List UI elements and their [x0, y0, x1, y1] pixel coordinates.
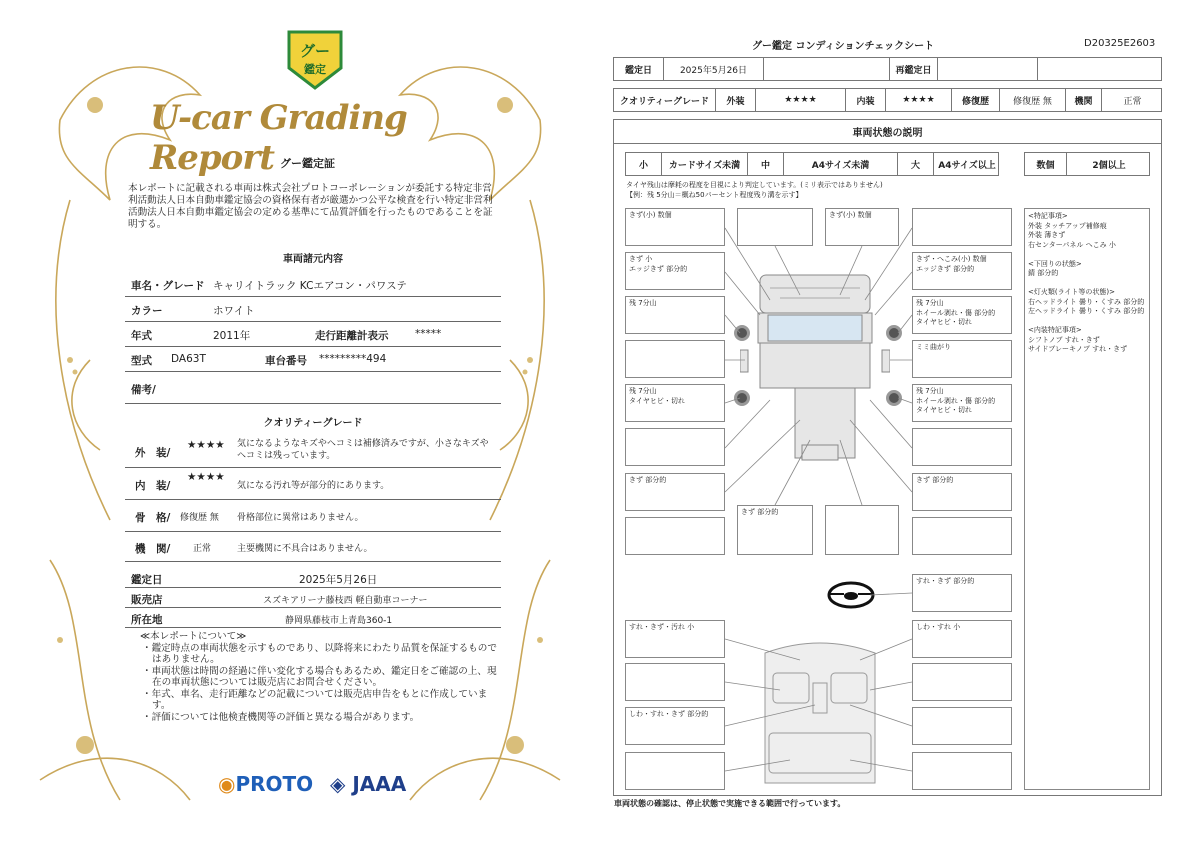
note-line: 外装 薄きず: [1028, 231, 1066, 239]
interior-label-l13: すれ・きず 部分的: [912, 574, 1012, 612]
note-line: 錆 部分的: [1028, 269, 1059, 277]
interior-label-l14: すれ・きず・汚れ 小: [625, 620, 725, 658]
sheet-doc-id: D20325E2603: [1084, 38, 1156, 49]
spec-row-remarks: [125, 372, 501, 404]
svg-text:鑑定: 鑑定: [304, 63, 326, 76]
tire-note-1: タイヤ残山は摩耗の程度を目視により判定しています。(ミリ表示ではありません): [626, 181, 883, 189]
legend-mid-desc: A4サイズ未満: [784, 153, 898, 175]
int-stars: ★★★★: [886, 89, 952, 111]
model-value: DA63T: [171, 353, 206, 365]
ext-label: 外装: [716, 89, 756, 111]
legend-small-label: 小: [626, 153, 662, 175]
frame-note: 骨格部位に異常はありません。: [237, 513, 364, 523]
spec-row-year: [125, 322, 501, 347]
sheet-date-value: 2025年5月26日: [664, 58, 764, 80]
quality-heading: クオリティーグレード: [263, 418, 363, 429]
exterior-note: 気になるようなキズやヘコミは補修済みですが、小さなキズやヘコミは残っています。: [237, 439, 489, 461]
note-line: シフトノブ すれ・きず: [1028, 335, 1100, 344]
damage-label-l11: きず 部分的: [912, 473, 1012, 511]
grade-label: クオリティーグレード: [614, 89, 716, 111]
count-value: 2個以上: [1092, 160, 1126, 171]
tire-label-l5: 残 7分山: [625, 296, 725, 334]
interior-note: 気になる汚れ等が部分的にあります。: [237, 481, 390, 491]
name-label: 車名・グレード: [131, 280, 205, 292]
proto-logo: ◉PROTO: [218, 772, 314, 796]
damage-label-l3: きず 小 エッジきず 部分的: [625, 252, 725, 290]
model-label: 型式: [131, 355, 152, 367]
spec-row-model: [125, 347, 501, 372]
note-item: ・車両状態は時間の経過に伴い変化する場合もあるため、鑑定日をご確認の上、現在の車両状態については販売店にお問合せください。: [142, 665, 497, 688]
damage-label-l12: きず 部分的: [737, 505, 813, 555]
special-notes-panel: [1024, 208, 1150, 790]
legend-small-desc: カードサイズ未満: [662, 153, 748, 175]
engine-value: 正常: [1123, 96, 1142, 107]
sheet-title: グー鑑定 コンディションチェックシート: [752, 41, 935, 52]
note-line: 外装 タッチアップ補修痕: [1028, 221, 1107, 230]
int-label: 内装: [846, 89, 886, 111]
legend-large-desc: A4サイズ以上: [938, 160, 996, 171]
spec-row-name: [125, 272, 501, 297]
note-line: <下回りの状態>: [1028, 259, 1082, 268]
note-line: サイドブレーキノブ すれ・きず: [1028, 345, 1128, 353]
tire-label-l8: 残 7分山 タイヤヒビ・切れ: [625, 384, 725, 422]
interior-stars: ★★★★: [187, 471, 225, 483]
note-item: ・年式、車名、走行距離などの記載については販売店申告をもとに作成しています。: [142, 688, 488, 711]
address-label: 所在地: [131, 614, 163, 626]
note-line: 右ヘッドライト 曇り・くすみ 部分的: [1028, 297, 1145, 306]
grade-row-engine: [125, 532, 501, 562]
damage-label-l4: きず・へこみ(小) 数個 エッジきず 部分的: [912, 252, 1012, 290]
remarks-label: 備考/: [131, 384, 156, 396]
engine-label: 機 関/: [135, 543, 171, 555]
cert-date-value: 2025年5月26日: [299, 574, 378, 586]
exterior-stars: ★★★★: [187, 439, 225, 451]
mileage-value: *****: [415, 328, 442, 340]
cert-date-label: 鑑定日: [131, 574, 163, 586]
jaaa-mark-icon: ◈: [330, 772, 346, 796]
color-label: カラー: [131, 305, 163, 317]
grade-row-frame: [125, 500, 501, 532]
tire-label-l6: 残 7分山 ホイール剥れ・傷 部分的 タイヤヒビ・切れ: [912, 296, 1012, 334]
engine-value: 正常: [193, 544, 212, 554]
address-row: [125, 608, 501, 628]
redate-label: 再鑑定日: [890, 58, 938, 80]
notes-title: ≪本レポートについて≫: [140, 631, 247, 642]
address-value: 静岡県藤枝市上青島360-1: [285, 616, 393, 626]
repair-label: 修復歴: [952, 89, 1000, 111]
sheet-date-label: 鑑定日: [614, 58, 664, 80]
note-line: <内装特記事項>: [1028, 326, 1082, 334]
note-item: ・鑑定時点の車両状態を示すものであり、以降将来にわたり品質を保証するものではありません。: [142, 642, 497, 665]
note-line: 右センターパネル へこみ 小: [1028, 240, 1116, 249]
legend-large-label: 大: [898, 153, 934, 175]
dealer-label: 販売店: [131, 594, 163, 606]
grade-row-exterior: [125, 432, 501, 468]
tire-label-l9: 残 7分山 ホイール剥れ・傷 部分的 タイヤヒビ・切れ: [912, 384, 1012, 422]
desc-title: 車両状態の説明: [614, 120, 1161, 144]
spec-row-color: [125, 297, 501, 322]
damage-label-l10: きず 部分的: [625, 473, 725, 511]
damage-label-l7: ミミ曲がり: [912, 340, 1012, 378]
condition-check-sheet: [600, 0, 1200, 848]
damage-label-l2: きず(小) 数個: [825, 208, 899, 246]
interior-label-l16: しわ・すれ・きず 部分的: [625, 707, 725, 745]
note-spacer: [1028, 317, 1146, 327]
svg-text:グー: グー: [299, 42, 331, 60]
proto-mark-icon: ◉: [218, 772, 236, 796]
spec-heading: 車両諸元内容: [283, 254, 343, 265]
repair-value: 修復歴 無: [1000, 89, 1066, 111]
count-label: 数個: [1025, 153, 1067, 175]
note-line: <灯火類(ライト等の状態)>: [1028, 288, 1115, 296]
dealer-value: スズキアリーナ藤枝西 軽自動車コーナー: [263, 596, 428, 606]
legend-mid-label: 中: [748, 153, 784, 175]
certificate-heading: グー鑑定証: [280, 157, 335, 170]
damage-label-l1: きず(小) 数個: [625, 208, 725, 246]
grade-row-interior: [125, 468, 501, 500]
color-value: ホワイト: [213, 305, 255, 317]
certificate-intro: 本レポートに記載される車両は株式会社プロトコーポレーションが委託する特定非営利活動法人日本自動車鑑定協会の資格保有者が厳選かつ公平な検査を行い特定非営利活動法人日本自動車鑑定協会の定める基準にて品質評価を行ったものであることを証明する。: [128, 183, 493, 230]
interior-label: 内 装/: [135, 480, 171, 492]
name-value: キャリイトラック KCエアコン・パワステ: [213, 280, 407, 292]
exterior-label: 外 装/: [135, 447, 171, 459]
note-spacer: [1028, 279, 1146, 289]
date-row: [125, 568, 501, 588]
ext-stars: ★★★★: [756, 89, 846, 111]
year-value: 2011年: [213, 330, 251, 342]
interior-label-l15: しわ・すれ 小: [912, 620, 1012, 658]
mileage-label: 走行距離計表示: [315, 330, 389, 342]
engine-label: 機関: [1066, 89, 1102, 111]
note-spacer: [1028, 250, 1146, 260]
tire-note-2: 【例：残 5分山＝概ね50パーセント程度残り溝を示す】: [626, 191, 803, 199]
report-notes: [140, 631, 500, 723]
goo-kantei-badge: [285, 28, 345, 92]
note-line: <特記事項>: [1028, 212, 1068, 220]
note-item: ・評価については他検査機関等の評価と異なる場合があります。: [142, 711, 420, 723]
chassis-label: 車台番号: [265, 355, 307, 367]
frame-label: 骨 格/: [135, 512, 171, 524]
frame-value: 修復歴 無: [180, 513, 219, 523]
year-label: 年式: [131, 330, 152, 342]
engine-note: 主要機関に不具合はありません。: [237, 544, 373, 554]
report-script-title: U-car Grading Report: [150, 98, 407, 178]
dealer-row: [125, 588, 501, 608]
note-line: 左ヘッドライト 曇り・くすみ 部分的: [1028, 307, 1145, 315]
chassis-value: *********494: [319, 353, 387, 365]
sheet-footer: 車両状態の確認は、停止状態で実施できる範囲で行っています。: [614, 799, 846, 808]
jaaa-logo: ◈ JAAA: [330, 772, 407, 796]
